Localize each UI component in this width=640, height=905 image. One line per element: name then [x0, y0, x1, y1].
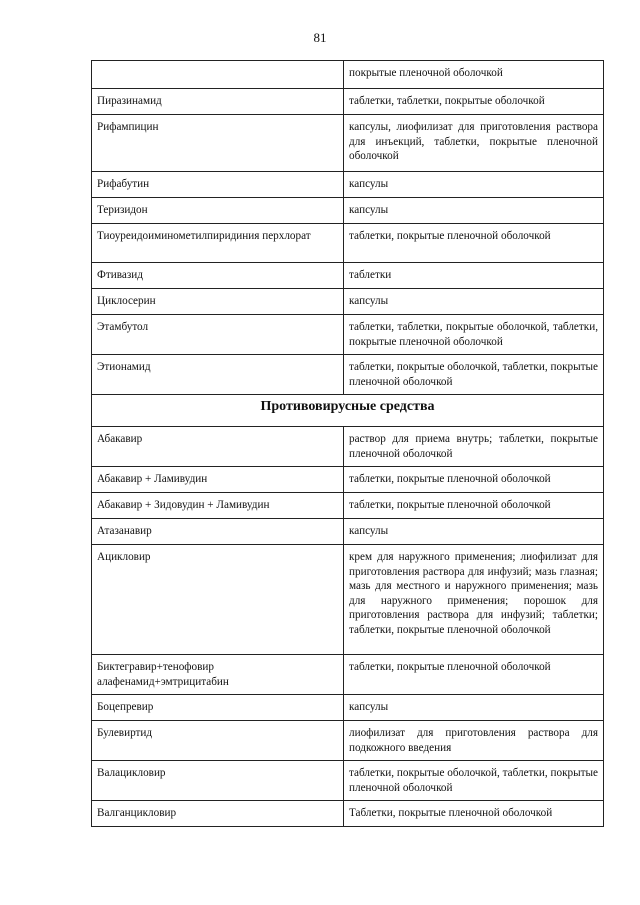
- dosage-form-cell: капсулы, лиофилизат для приготовления раствора для инъекций, таблетки, покрытые пленочной оболочкой: [344, 115, 604, 172]
- table-row: [92, 115, 604, 172]
- table-row: [92, 289, 604, 315]
- dosage-form-cell: капсулы: [344, 198, 604, 224]
- drug-name-cell: Рифабутин: [92, 172, 344, 198]
- table-row: [92, 61, 604, 89]
- drug-name-cell: Абакавир: [92, 427, 344, 467]
- table-row: [92, 427, 604, 467]
- table-row: [92, 89, 604, 115]
- dosage-form-cell: крем для наружного применения; лиофилизат для приготовления раствора для инфузий; мазь глазная; мазь для местного и наружного применения; мазь для наружного применения; порошок для приготовления раствора для инфузий; таблетки; таблетки, покрытые пленочной оболочкой: [344, 545, 604, 655]
- drug-name-cell: Ацикловир: [92, 545, 344, 655]
- drug-name-cell: Пиразинамид: [92, 89, 344, 115]
- drug-name-cell: Этамбутол: [92, 315, 344, 355]
- section-heading-row: [92, 395, 604, 427]
- dosage-form-cell: капсулы: [344, 289, 604, 315]
- dosage-form-cell: таблетки, покрытые пленочной оболочкой: [344, 224, 604, 263]
- table-row: [92, 721, 604, 761]
- drug-name-cell: Абакавир + Ламивудин: [92, 467, 344, 493]
- drug-name-cell: Тиоуреидоиминометилпиридиния перхлорат: [92, 224, 344, 263]
- dosage-form-cell: таблетки: [344, 263, 604, 289]
- drug-name-cell: Рифампицин: [92, 115, 344, 172]
- dosage-form-cell: капсулы: [344, 519, 604, 545]
- drug-name-cell: Валацикловир: [92, 761, 344, 801]
- dosage-form-cell: капсулы: [344, 172, 604, 198]
- drug-name-cell: Биктегравир+тенофовир алафенамид+эмтрицитабин: [92, 655, 344, 695]
- dosage-form-cell: таблетки, покрытые оболочкой, таблетки, покрытые пленочной оболочкой: [344, 761, 604, 801]
- dosage-form-cell: капсулы: [344, 695, 604, 721]
- table-row: [92, 761, 604, 801]
- table-row: [92, 695, 604, 721]
- table-row: [92, 224, 604, 263]
- drug-name-cell: [92, 61, 344, 89]
- dosage-form-cell: таблетки, таблетки, покрытые оболочкой, таблетки, покрытые пленочной оболочкой: [344, 315, 604, 355]
- dosage-form-cell: Таблетки, покрытые пленочной оболочкой: [344, 801, 604, 827]
- drug-name-cell: Циклосерин: [92, 289, 344, 315]
- table-row: [92, 545, 604, 655]
- dosage-form-cell: таблетки, таблетки, покрытые оболочкой: [344, 89, 604, 115]
- dosage-form-cell: лиофилизат для приготовления раствора для подкожного введения: [344, 721, 604, 761]
- drug-name-cell: Валганцикловир: [92, 801, 344, 827]
- table-row: [92, 467, 604, 493]
- table-row: [92, 263, 604, 289]
- dosage-form-cell: таблетки, покрытые пленочной оболочкой: [344, 655, 604, 695]
- dosage-form-cell: таблетки, покрытые пленочной оболочкой: [344, 493, 604, 519]
- table-row: [92, 172, 604, 198]
- dosage-form-cell: покрытые пленочной оболочкой: [344, 61, 604, 89]
- drug-name-cell: Абакавир + Зидовудин + Ламивудин: [92, 493, 344, 519]
- dosage-form-cell: таблетки, покрытые оболочкой, таблетки, покрытые пленочной оболочкой: [344, 355, 604, 395]
- drug-table-body: [92, 61, 604, 827]
- table-row: [92, 315, 604, 355]
- dosage-form-cell: таблетки, покрытые пленочной оболочкой: [344, 467, 604, 493]
- table-row: [92, 493, 604, 519]
- page-number: 81: [313, 30, 327, 45]
- dosage-form-cell: раствор для приема внутрь; таблетки, покрытые пленочной оболочкой: [344, 427, 604, 467]
- drug-name-cell: Теризидон: [92, 198, 344, 224]
- table-row: [92, 519, 604, 545]
- drug-name-cell: Фтивазид: [92, 263, 344, 289]
- drug-table: [91, 60, 604, 827]
- section-heading: Противовирусные средства: [92, 395, 604, 427]
- table-row: [92, 655, 604, 695]
- table-row: [92, 801, 604, 827]
- table-row: [92, 198, 604, 224]
- drug-name-cell: Атазанавир: [92, 519, 344, 545]
- drug-name-cell: Боцепревир: [92, 695, 344, 721]
- drug-name-cell: Булевиртид: [92, 721, 344, 761]
- table-row: [92, 355, 604, 395]
- drug-name-cell: Этионамид: [92, 355, 344, 395]
